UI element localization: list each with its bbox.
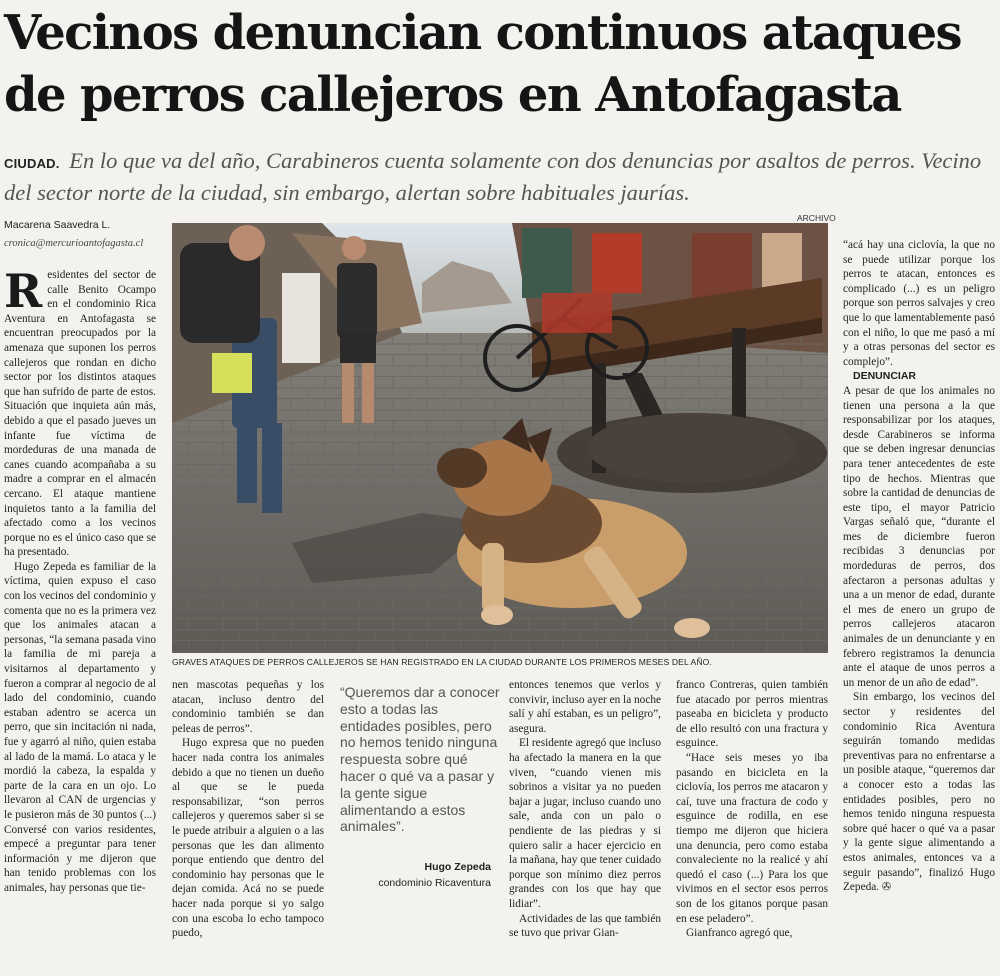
paragraph: El residente agregó que incluso ha afectado la manera en la que viven, “cuando vienen mis sobrinos a visitar ya no pueden bajar a jugar, incluso cuando uno sale, anda con un palo o pendiente de las piedras y si quiero salir a hacer ejercicio en la mañana, hay que tener cuidado porque son mínimo diez perros grandes con los que hay que lidiar”. <box>509 737 661 910</box>
end-mark-icon: ✇ <box>881 881 892 894</box>
article-column-3 <box>509 678 661 976</box>
headline-line-2: de perros callejeros en Antofagasta <box>4 67 901 123</box>
section-tag: CIUDAD. <box>4 156 60 171</box>
subhead-text: En lo que va del año, Carabineros cuenta solamente con dos denuncias por asaltos de perros. Vecino del sector norte de la ciudad, sin embargo, alertan sobre habituales jaurías. <box>4 148 982 205</box>
paragraph: “Hace seis meses yo iba pasando en bicicleta en la ciclovía, los perros me atacaron y caí, tuve una fractura de codo y esguince de rodilla, en ese tiempo me dijeron que hiciera una denuncia, pero como estaba convaleciente no la realicé y ahí quedó el caso (...) Para los que vivimos en el sector esos perros son de los gitanos porque pasan en ese peladero”. <box>676 751 828 925</box>
article-column-1 <box>4 268 156 976</box>
subhead <box>4 146 994 207</box>
paragraph: Hugo expresa que no pueden hacer nada contra los animales debido a que no tienen un dueño al que se le pueda responsabilizar, “son perros callejeros y queremos saber si se le puede atribuir a alguien o a las personas que les dan alimento porque entiendo que dentro del condominio hay personas que le dejan comida. Acá no se puede hacer nada porque si yo salgo con una escoba lo echo tampoco puedo, <box>172 737 324 940</box>
paragraph: A pesar de que los animales no tienen una persona a la que responsabilizar por los ataques, desde Carabineros se informa que se deben ingresar denuncias para tener antecedentes de este tipo de hechos. Mientras que sobre la cantidad de denuncias de este tipo, el mayor Patricio Vargas señaló que, “durante el mes de diciembre fueron recibidas 3 denuncias por mordeduras de perros, dos afectaron a personas adultas y una a un menor de edad, durante el mes de enero un grupo de perros callejeros atacaron animales de un denunciante y en febrero registramos la denuncia ante el ataque de unos perros a un menor de un año de edad”. <box>843 384 995 689</box>
lead-paragraph-text: esidentes del sector de calle Benito Ocampo en el condominio Rica Aventura en Antofagasta se encuentran preocupados por la amenaza que suponen los perros callejeros que rondan en dicho sector por los distintos ataques que han sufrido de parte de estos. Situación que inquieta aún más, debido a que el pasado jueves un infante fue víctima de mordeduras de una manada de canes cuando acompañaba a su madre a comprar en el almacén cercano. El ataque mantiene inquietos tanto a la familia del afectado como a los vecinos porque no es el único caso que se ha presentado. <box>4 269 156 559</box>
closing-paragraph-text: Sin embargo, los vecinos del sector y residentes del condominio Rica Aventura seguirán tomando medidas preventivas para no enfrentarse a un posible ataque, “queremos dar a conocer esto a todas las entidades posibles, pero no hemos tenido ninguna respuesta sobre qué hacer o qué va a pasar y la gente sigue alimentando a estos animales, entonces va a seguir pasando”, finalizó Hugo Zepeda. <box>843 691 995 894</box>
headline-line-1: Vecinos denuncian continuos ataques <box>4 5 961 61</box>
section-subtitle: DENUNCIAR <box>853 370 916 383</box>
paragraph: “acá hay una ciclovía, la que no se puede utilizar porque los perros te atacan, entonces es complicado (...) es un peligro porque son perros salvajes y creo que lo que lamentablemente pasó con el niño, lo que me pasó a mí y a otras personas del sector es complejo”. <box>843 239 995 368</box>
article-column-2 <box>172 678 324 976</box>
paragraph: Actividades de las que también se tuvo que privar Gian- <box>509 912 661 940</box>
article-column-5 <box>843 238 995 976</box>
paragraph: Hugo Zepeda es familiar de la víctima, quien expuso el caso con los vecinos del condominio y comenta que no es la primera vez que los animales atacan a personas, “la semana pasada vino la familia de mi pareja a visitarnos al departamento y fueron a comprar al negocio de al lado del condominio, cuando estaban adentro se acerca un perro, que sin incitación ni nada, fue y agarró al niño, quien estaba al lado de la mamá. Lo ataca y le mordió la cabeza, la espalda y parte de la cara en un ojo. Lo llevaron al CAN de urgencias y le pusieron más de 30 puntos (...) Conversé con varios residentes, empecé a preguntar para tener información y me dijeron que han tenido problemas con los animales, hay personas que tie- <box>4 560 156 894</box>
paragraph: franco Contreras, quien también fue atacado por perros mientras paseaba en bicicleta y producto de ello resultó con una fractura y esguince. <box>676 679 828 750</box>
drop-cap: R <box>4 268 43 318</box>
byline-email: cronica@mercurioantofagasta.cl <box>4 238 144 249</box>
pull-quote: “Queremos dar a conocer esto a todas las entidades posibles, pero no hemos tenido ninguna respuesta sobre qué hacer o qué va a pasar y la gente sigue alimentando a estos animales”. <box>340 684 500 835</box>
byline-author: Macarena Saavedra L. <box>4 219 111 231</box>
paragraph: Gianfranco agregó que, <box>686 927 793 940</box>
article-column-4 <box>676 678 828 976</box>
photo-credit: ARCHIVO <box>797 213 836 223</box>
lead-paragraph <box>4 268 156 560</box>
paragraph: nen mascotas pequeñas y los atacan, incluso dentro del condominio también se dan peleas de perros”. <box>172 679 324 735</box>
street-dog-photo <box>172 223 828 653</box>
pull-quote-author: Hugo Zepeda <box>424 861 491 873</box>
news-photo <box>172 223 828 653</box>
photo-caption: GRAVES ATAQUES DE PERROS CALLEJEROS SE HAN REGISTRADO EN LA CIUDAD DURANTE LOS PRIMEROS MESES DEL AÑO. <box>172 657 712 667</box>
paragraph <box>843 690 995 894</box>
pull-quote-affiliation: condominio Ricaventura <box>378 877 491 889</box>
headline <box>4 2 996 126</box>
paragraph: entonces tenemos que verlos y convivir, incluso ayer en la noche salí y ahí estaban, es un peligro”, asegura. <box>509 679 661 735</box>
